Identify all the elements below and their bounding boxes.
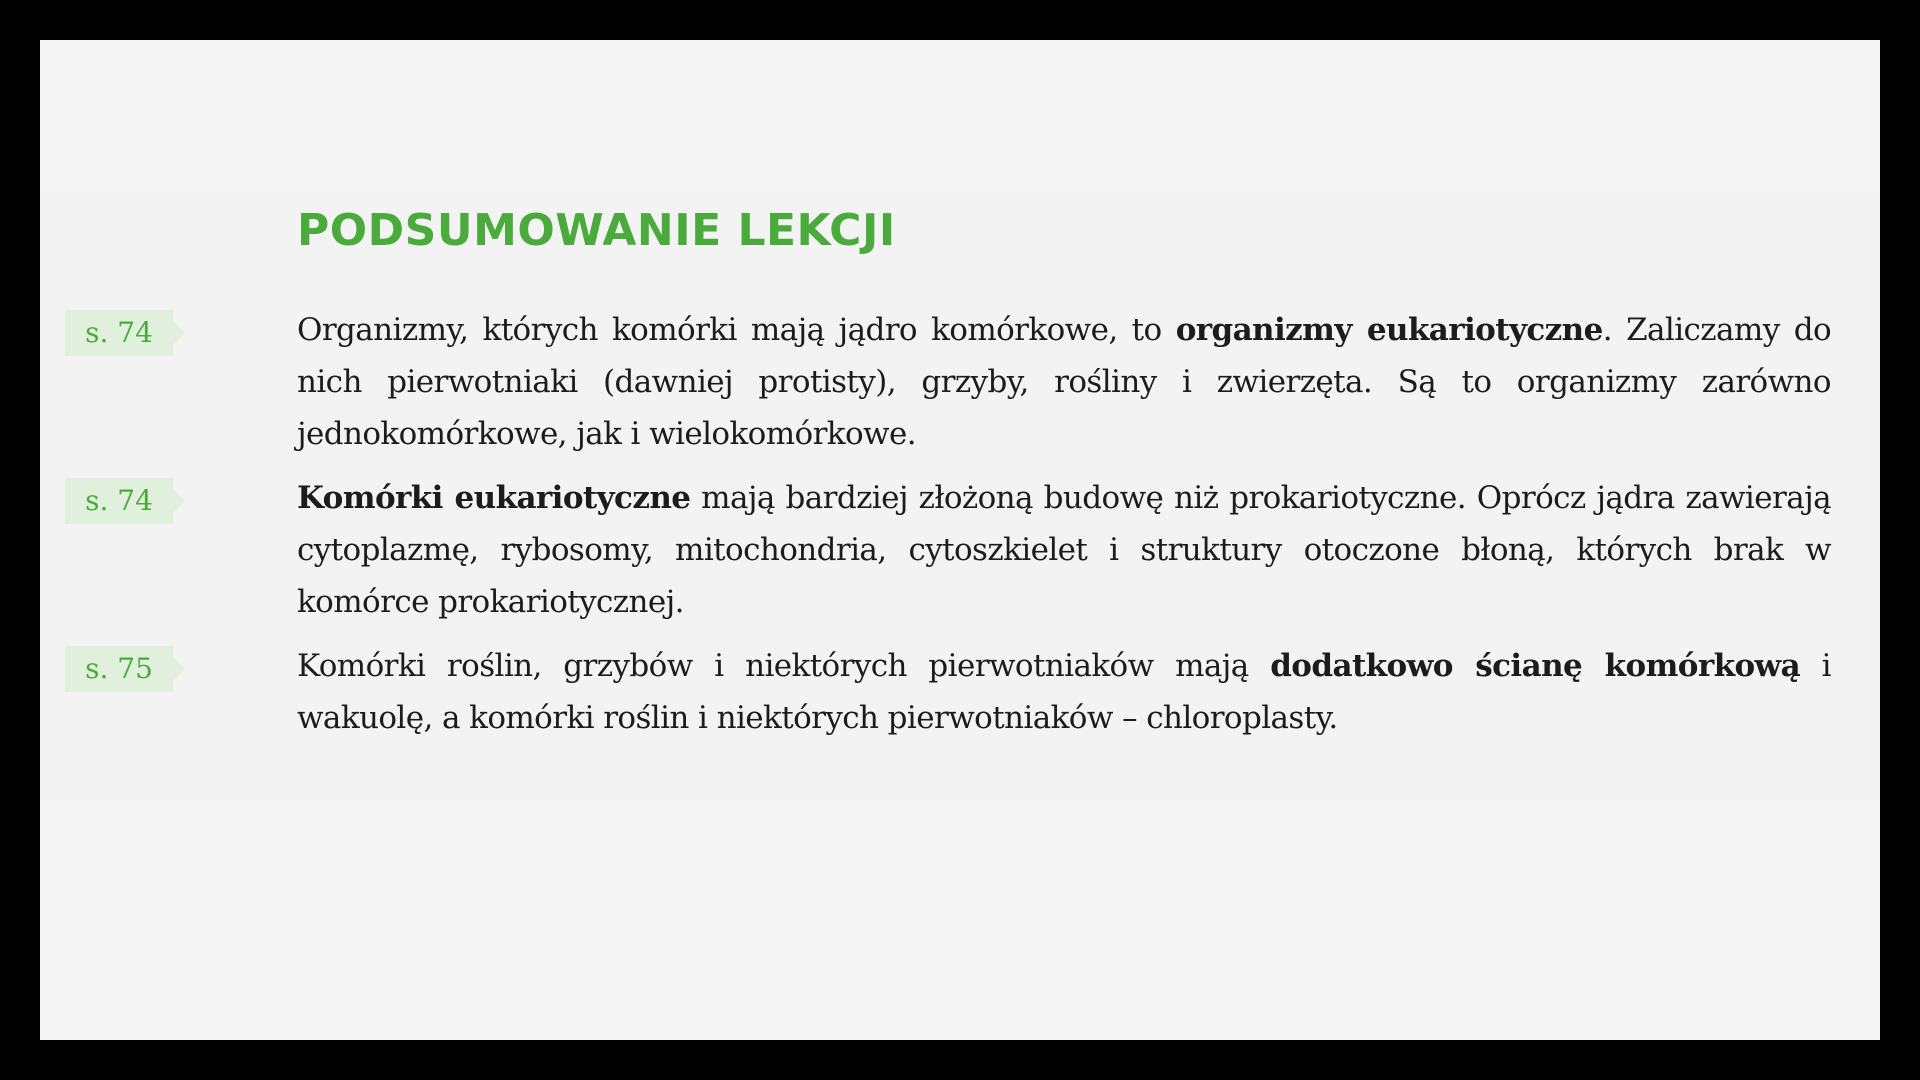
paragraph-text: Organizmy, których komórki mają jądro komórkowe, to — [297, 312, 1176, 348]
paragraph-text: i wakuolę, a komórki roślin i niektórych pierwotniaków – chloroplasty. — [297, 648, 1831, 736]
paragraph-text: mają bardziej złożoną budowę niż prokariotyczne. Oprócz jądra zawierają cytoplazmę, rybosomy, mitochondria, cytoszkielet i struktury otoczone błoną, których brak w komórce prokariotycznej. — [297, 480, 1831, 620]
page-ref-tag: s. 75 — [65, 646, 173, 692]
page-ref-tag: s. 74 — [65, 310, 173, 356]
key-term: dodatkowo ścianę komórkową — [1270, 648, 1801, 684]
summary-paragraph — [297, 472, 1831, 628]
page-ref-tag: s. 74 — [65, 478, 173, 524]
paragraph-text: Komórki roślin, grzybów i niektórych pierwotniaków mają — [297, 648, 1271, 684]
key-term: organizmy eukariotyczne — [1175, 312, 1603, 348]
paragraph-text: . Zaliczamy do nich pierwotniaki (dawniej protisty), grzyby, rośliny i zwierzęta. Są to organizmy zarówno jednokomórkowe, jak i wielokomórkowe. — [297, 312, 1832, 452]
key-term: Komórki eukariotyczne — [297, 480, 691, 516]
lesson-summary-title: PODSUMOWANIE LEKCJI — [297, 205, 896, 256]
slide — [40, 40, 1880, 1040]
summary-paragraph — [297, 304, 1831, 460]
summary-paragraph — [297, 640, 1831, 744]
